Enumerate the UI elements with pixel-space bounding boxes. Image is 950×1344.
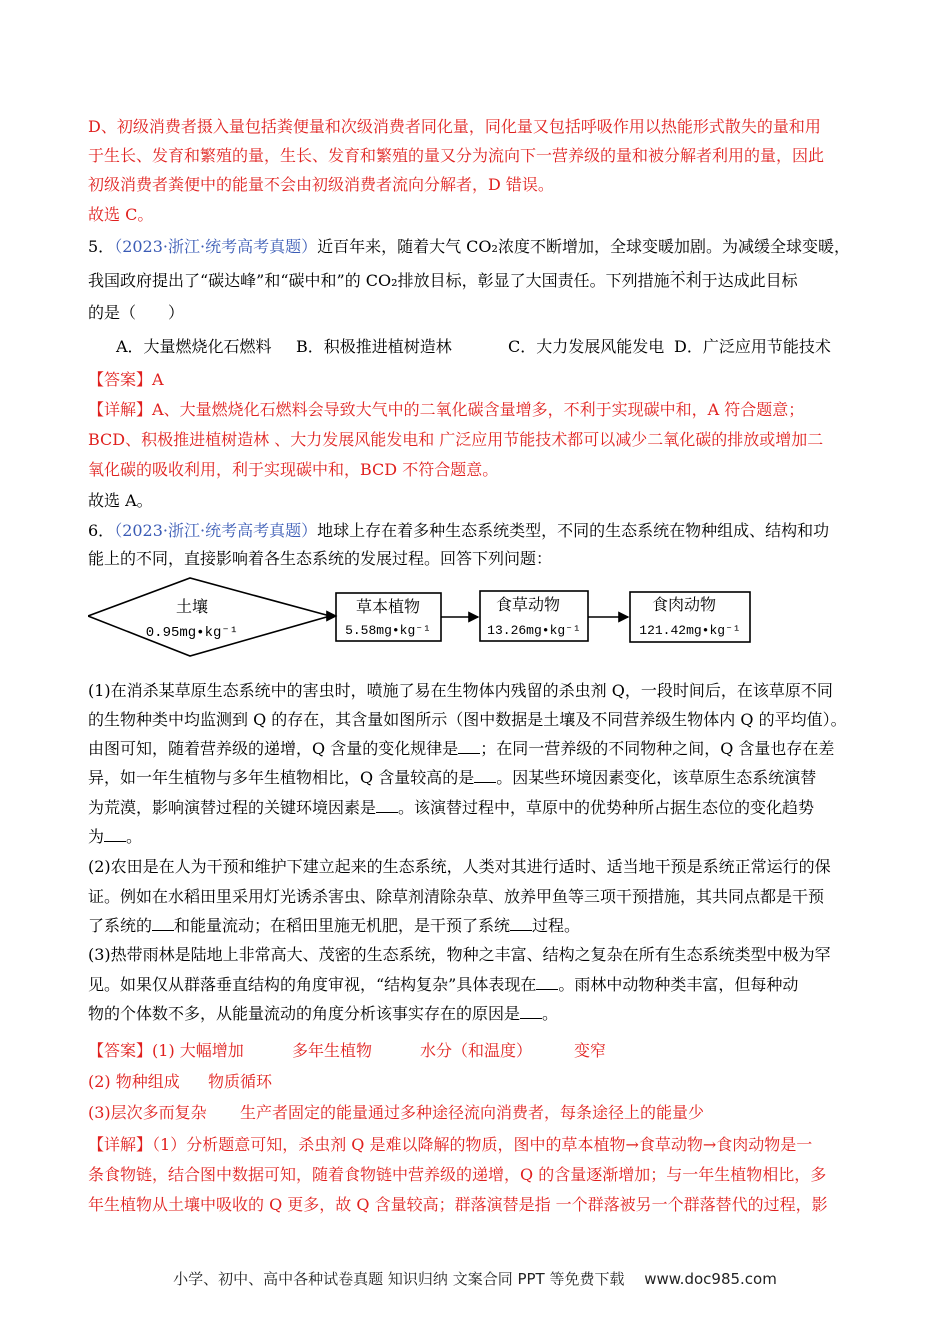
- blank-4[interactable]: [104, 827, 126, 842]
- q5-options: [116, 336, 831, 358]
- q5-answer: [88, 369, 164, 391]
- q6-detail-line2: 条食物链，结合图中数据可知，随着食物链中营养级的递增，Q 的含量逐渐增加；与一年生植物相比，多: [88, 1165, 827, 1184]
- explanation-d-line3: 初级消费者粪便中的能量不会由初级消费者流向分解者，D 错误。: [88, 175, 554, 194]
- q6-p1-line2: 的生物种类中均监测到 Q 的存在，其含量如图所示（图中数据是土壤及不同营养级生物体内 Q 的平均值）。: [88, 710, 847, 729]
- q5-line3: 的是（ ）: [88, 303, 185, 322]
- q6-line1: 6．（2023·浙江·统考高考真题）地球上存在着多种生态系统类型，不同的生态系统在物种组成、结构和功: [88, 521, 830, 540]
- blank-7[interactable]: [536, 975, 558, 990]
- herbivore-value: 13.26mg•kg⁻¹: [487, 623, 581, 638]
- q6-p2-line1: (2)农田是在人为干预和维护下建立起来的生态系统，人类对其进行适时、适当地干预是系统正常运行的保: [88, 857, 831, 876]
- detail-tag: 【详解】: [88, 1135, 153, 1154]
- page-footer[interactable]: 小学、初中、高中各种试卷真题 知识归纳 文案合同 PPT 等免费下载 www.doc985.com: [173, 1270, 777, 1288]
- q6-p2-line3: 了系统的 和能量流动；在稻田里施无机肥，是干预了系统 过程。: [88, 916, 581, 935]
- food-chain-diagram: [88, 576, 768, 666]
- explanation-d-line1: D、初级消费者摄入量包括粪便量和次级消费者同化量，同化量又包括呼吸作用以热能形式散失的量和用: [88, 117, 821, 136]
- carnivore-label: 食肉动物: [651, 595, 717, 614]
- detail-tag: 【详解】: [88, 400, 153, 419]
- q6-answer-line2: (2) 物种组成 物质循环: [88, 1072, 273, 1091]
- q6-p3-line3: 物的个体数不多，从能量流动的角度分析该事实存在的原因是 。: [88, 1004, 559, 1023]
- q5-line2: 我国政府提出了“碳达峰”和“碳中和”的 CO₂排放目标，彰显了大国责任。下列措施···· 不利于达成此目标: [88, 270, 798, 292]
- q6-p2-line2: 证。例如在水稻田里采用灯光诱杀害虫、除草剂清除杂草、放养甲鱼等三项干预措施，其共同点都是干预: [88, 887, 825, 906]
- option-d[interactable]: D．广泛应用节能技术: [674, 337, 831, 356]
- option-c[interactable]: C．大力发展风能发电: [508, 337, 665, 356]
- q5-source[interactable]: （2023·浙江·统考高考真题）: [114, 237, 318, 256]
- q6-p3-line1: (3)热带雨林是陆地上非常高大、茂密的生态系统，物种之丰富、结构之复杂在所有生态系统类型中极为罕: [88, 945, 831, 964]
- q6-detail-line3: 年生植物从土壤中吸收的 Q 更多，故 Q 含量较高；群落演替是指 一个群落被另一个群落替代的过程，影: [88, 1195, 828, 1214]
- q6-source[interactable]: （2023·浙江·统考高考真题）: [114, 521, 318, 540]
- herbivore-label: 食草动物: [495, 595, 561, 614]
- blank-5[interactable]: [152, 916, 174, 931]
- q6-p1-line4: 异，如一年生植物与多年生植物相比，Q 含量较高的是 。因某些环境因素变化，该草原生态系统演替: [88, 768, 817, 787]
- choose-a: 故选 A。: [88, 491, 153, 510]
- choose-c: 故选 C。: [88, 205, 154, 224]
- q6-p1-line5: 为荒漠，影响演替过程的关键环境因素是 。该演替过程中，草原中的优势种所占据生态位的变化趋势: [88, 798, 815, 817]
- emphasis-not-conducive: ···· 不利于: [670, 271, 718, 290]
- q6-answer-line1: 【答案】(1) 大幅增加 多年生植物 水分（和温度） 变窄: [88, 1041, 607, 1060]
- blank-6[interactable]: [510, 916, 532, 931]
- soil-label: 土壤: [175, 597, 209, 616]
- carnivore-value: 121.42mg•kg⁻¹: [639, 623, 741, 638]
- q5-detail-line1: 【详解】A、大量燃烧化石燃料会导致大气中的二氧化碳含量增多，不利于实现碳中和，A 符合题意；: [88, 400, 805, 419]
- q5-number: 5．: [88, 237, 115, 256]
- answer-value: A: [152, 370, 164, 389]
- q6-p1-line6: 为 。: [88, 827, 143, 846]
- q6-number: 6．: [88, 521, 115, 540]
- option-b[interactable]: B．积极推进植树造林: [296, 337, 452, 356]
- soil-diamond: [88, 578, 330, 656]
- q5-detail-line2: BCD、积极推进植树造林 、大力发展风能发电和 广泛应用节能技术都可以减少二氧化碳的排放或增加二: [88, 430, 824, 449]
- blank-8[interactable]: [520, 1004, 542, 1019]
- answer-tag: 【答案】: [88, 1041, 153, 1060]
- blank-1[interactable]: [458, 739, 480, 754]
- blank-3[interactable]: [376, 798, 398, 813]
- q6-line2: 能上的不同，直接影响着各生态系统的发展过程。回答下列问题：: [88, 549, 553, 568]
- soil-value: 0.95mg•kg⁻¹: [145, 625, 239, 641]
- answer-tag: 【答案】: [88, 370, 153, 389]
- option-a[interactable]: A．大量燃烧化石燃料: [116, 337, 272, 356]
- q5-line1: 5．（2023·浙江·统考高考真题）近百年来，随着大气 CO₂浓度不断增加，全球变暖加剧。为减缓全球变暖，: [88, 237, 850, 256]
- plant-value: 5.58mg•kg⁻¹: [345, 623, 431, 638]
- q6-detail-line1: 【详解】（1）分析题意可知，杀虫剂 Q 是难以降解的物质，图中的草本植物→食草动物→食肉动物是一: [88, 1135, 813, 1154]
- explanation-d-line2: 于生长、发育和繁殖的量，生长、发育和繁殖的量又分为流向下一营养级的量和被分解者利用的量，因此: [88, 146, 825, 165]
- q6-answer-line3: (3)层次多而复杂 生产者固定的能量通过多种途径流向消费者，每条途径上的能量少: [88, 1103, 705, 1122]
- q6-p1-line1: (1)在消杀某草原生态系统中的害虫时，喷施了易在生物体内残留的杀虫剂 Q，一段时间后，在该草原不同: [88, 681, 833, 700]
- q6-p1-line3: 由图可知，随着营养级的递增，Q 含量的变化规律是 ；在同一营养级的不同物种之间，Q 含量也存在差: [88, 739, 835, 758]
- blank-2[interactable]: [474, 768, 496, 783]
- plant-label: 草本植物: [355, 597, 421, 616]
- q5-detail-line3: 氧化碳的吸收利用，利于实现碳中和，BCD 不符合题意。: [88, 460, 499, 479]
- q6-p3-line2: 见。如果仅从群落垂直结构的角度审视，“结构复杂”具体表现在 。雨林中动物种类丰富，但每种动: [88, 975, 799, 994]
